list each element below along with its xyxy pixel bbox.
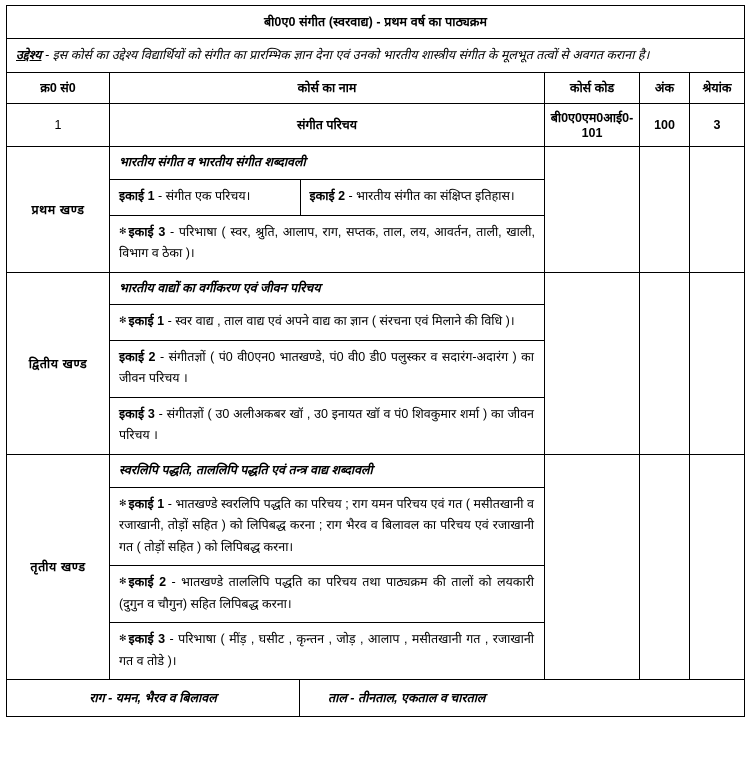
star-bullet-icon: ✻ [119, 225, 127, 236]
marks-cell-empty-2 [640, 272, 690, 454]
unit-row [110, 305, 544, 341]
block-row-3 [7, 454, 745, 679]
unit-item [110, 487, 544, 566]
header-course-code: कोर्स कोड [545, 73, 640, 104]
code-cell-empty-3 [545, 454, 640, 679]
unit-label: इकाई 1 [128, 496, 165, 511]
star-bullet-icon: ✻ [119, 633, 127, 643]
header-credits: श्रेयांक [690, 73, 745, 104]
unit-body: - स्वर वाद्य , ताल वाद्य एवं अपने वाद्य का ज्ञान ( संरचना एवं मिलाने की विधि )। [164, 314, 515, 329]
unit-body: - परिभाषा ( मींड़ , घसीट , कृन्तन , जोड़ , आलाप , मसीतखानी गत , रजाखानी गत व तोडे )। [119, 632, 534, 668]
footer-taal: ताल - तीनताल, एकताल व चारताल [300, 680, 745, 717]
unit-heading-row [110, 455, 544, 487]
objective-label: उद्देश्य [16, 48, 42, 62]
unit-row [110, 340, 544, 397]
header-serial: क्र0 सं0 [7, 73, 110, 104]
syllabus-table [6, 5, 745, 717]
unit-body: - संगीतज्ञों ( पं0 वी0एन0 भातखण्डे, पं0 वी0 डी0 पलुस्कर व सदारंग-अदारंग ) का जीवन परिचय । [119, 349, 534, 386]
block-label-3: तृतीय खण्ड [7, 454, 110, 679]
unit-body: - परिभाषा ( स्वर, श्रुति, आलाप, राग, सप्तक, ताल, लय, आवर्तन, ताली, खाली, विभाग व ठेका )। [119, 224, 535, 260]
unit-label: इकाई 2 [119, 349, 156, 364]
unit-item [300, 180, 545, 216]
course-serial: 1 [7, 104, 110, 147]
objective-text: - इस कोर्स का उद्देश्य विद्यार्थियों को संगीत का प्रारम्भिक ज्ञान देना एवं उनको भारतीय शास्त्रीय संगीत के मूलभूत तत्वों से अवगत कराना है। [41, 48, 650, 62]
unit-label: इकाई 3 [128, 632, 166, 646]
unit-item [110, 305, 544, 341]
course-credits: 3 [690, 104, 745, 147]
block-heading-2: भारतीय वाद्यों का वर्गीकरण एवं जीवन परिचय [110, 273, 544, 305]
star-bullet-icon: ✻ [119, 576, 127, 586]
unit-label: इकाई 1 [119, 189, 155, 203]
unit-label: इकाई 3 [128, 224, 166, 239]
unit-item [110, 340, 544, 397]
block-row-2 [7, 272, 745, 454]
column-header-row [7, 73, 745, 104]
unit-row [110, 215, 545, 272]
unit-row [110, 487, 544, 566]
unit-body: - भातखण्डे ताललिपि पद्धति का परिचय तथा पाठ्यक्रम की तालों को लयकारी (दुगुन व चौगुन) सहित लिपिबद्ध करना। [119, 575, 534, 611]
course-name: संगीत परिचय [110, 104, 545, 147]
block-content-2 [110, 272, 545, 454]
code-cell-empty-1 [545, 147, 640, 272]
block-content-1 [110, 147, 545, 272]
unit-row [110, 623, 544, 680]
unit-body: - संगीतज्ञों ( उ0 अलीअकबर खॉ , उ0 इनायत खॉ व पं0 शिवकुमार शर्मा ) का जीवन परिचय । [119, 406, 534, 443]
block-label-1: प्रथम खण्ड [7, 147, 110, 272]
code-cell-empty-2 [545, 272, 640, 454]
block-row-1 [7, 147, 745, 272]
unit-label: इकाई 3 [119, 406, 155, 421]
unit-table-1 [110, 147, 545, 271]
marks-cell-empty-1 [640, 147, 690, 272]
course-code: बी0ए0एम0आई0-101 [545, 104, 640, 147]
block-heading-3: स्वरलिपि पद्धति, ताललिपि पद्धति एवं तन्त्र वाद्य शब्दावली [110, 455, 544, 487]
unit-row [110, 397, 544, 454]
header-marks: अंक [640, 73, 690, 104]
block-heading-1: भारतीय संगीत व भारतीय संगीत शब्दावली [110, 147, 545, 179]
footer-row [7, 680, 745, 717]
star-bullet-icon: ✻ [119, 497, 127, 508]
credits-cell-empty-3 [690, 454, 745, 679]
objective-cell [7, 39, 745, 73]
credits-cell-empty-1 [690, 147, 745, 272]
unit-item [110, 397, 544, 454]
unit-row [110, 566, 544, 623]
unit-table-2 [110, 273, 544, 454]
footer-raag: राग - यमन, भैरव व बिलावल [7, 680, 300, 717]
document-title: बी0ए0 संगीत (स्वरवाद्य) - प्रथम वर्ष का पाठ्यक्रम [7, 6, 745, 39]
course-row [7, 104, 745, 147]
unit-item [110, 566, 544, 623]
course-marks: 100 [640, 104, 690, 147]
unit-item [110, 215, 545, 272]
unit-label: इकाई 2 [309, 189, 346, 203]
unit-heading-row [110, 273, 544, 305]
unit-label: इकाई 2 [128, 575, 167, 589]
unit-label: इकाई 1 [128, 314, 165, 329]
star-bullet-icon: ✻ [119, 315, 127, 326]
block-label-2: द्वितीय खण्ड [7, 272, 110, 454]
unit-item [110, 623, 544, 680]
title-row [7, 6, 745, 39]
objective-row [7, 39, 745, 73]
marks-cell-empty-3 [640, 454, 690, 679]
header-course-name: कोर्स का नाम [110, 73, 545, 104]
unit-heading-row [110, 147, 545, 179]
credits-cell-empty-2 [690, 272, 745, 454]
block-content-3 [110, 454, 545, 679]
unit-table-3 [110, 455, 544, 679]
unit-body: - भारतीय संगीत का संक्षिप्त इतिहास। [345, 189, 515, 203]
unit-body: - भातखण्डे स्वरलिपि पद्धति का परिचय ; राग यमन परिचय एवं गत ( मसीतखानी व रजाखानी, तोड़ों सहित ) को लिपिबद्ध करना ; राग भैरव व बिलावल का परिचय एवं रजाखानी गत ( तोड़ों सहित ) को लिपिबद्ध करना। [119, 496, 534, 554]
unit-item [110, 180, 300, 216]
unit-split-row [110, 180, 545, 216]
unit-body: - संगीत एक परिचय। [154, 189, 251, 203]
